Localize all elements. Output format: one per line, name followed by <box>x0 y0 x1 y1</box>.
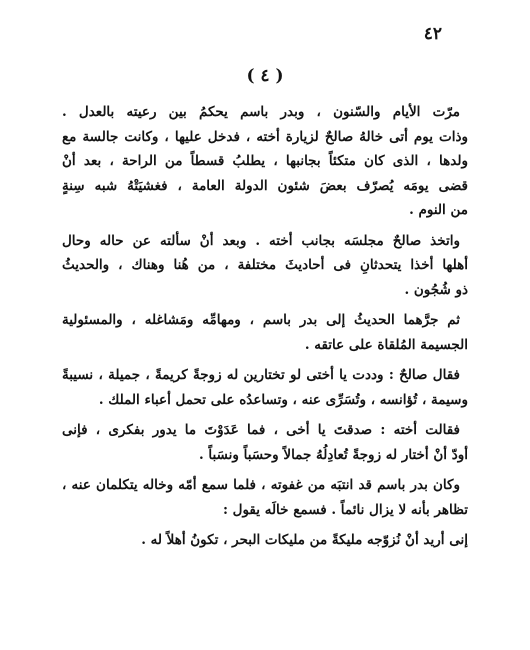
text-line: فقالت أخته : صدقتَ يا أخى ، فما عَدَوْتَ ما يدور بفكرى ، فإنى <box>62 422 460 438</box>
text-line: من النوم . <box>409 202 468 218</box>
paragraph-1 <box>62 100 468 223</box>
text-line: ولدها ، الذى كان متكئاً بجانبها ، يطلبُ قسطاً من الراحة ، بعد أنْ <box>62 153 468 169</box>
text-line: تظاهر بأنه لا يزال نائماً . فسمع خالَه يقول : <box>222 501 468 518</box>
text-line: الجسيمة المُلقاة على عاتقه . <box>304 336 468 353</box>
text-line: إنى أريد أنْ نُزوّجه مليكةً من مليكات البحر ، تكونُ أهلاً له . <box>141 532 468 548</box>
text-line: أهلها أخذا يتحدثانِ فى أحاديثَ مختلفة ، من هُنا وهناك ، والحديثُ <box>62 257 468 273</box>
paragraph-2 <box>62 229 468 303</box>
body-text <box>62 100 468 559</box>
text-line: وسيمة ، تُؤانسه ، وتُسَرِّى عنه ، وتساعدُه على تحمل أعباء الملك . <box>98 391 468 408</box>
text-line: قضى يومَه يُصرّف بعضَ شئون الدولة العامة ، فغشيَتْهُ شبه سِنةٍ <box>62 177 468 194</box>
paragraph-6 <box>62 473 468 522</box>
paragraph-3 <box>62 308 468 357</box>
paragraph-5 <box>62 418 468 467</box>
paragraph-4 <box>62 363 468 412</box>
text-line: ذو شُجُون . <box>404 281 468 298</box>
text-line: وذات يوم أتى خالهُ صالحٌ لزيارة أخته ، فدخل عليها ، وكانت جالسة مع <box>62 128 468 145</box>
paragraph-7 <box>62 528 468 553</box>
text-line: فقال صالحٌ : وددت يا أختى لو تختارين له زوجةً كريمةً ، جميلة ، نسيبةً <box>62 367 460 383</box>
text-line: ثم جرَّهما الحديثُ إلى بدر باسم ، ومهامِّه ومَشاغله ، والمسئولية <box>62 312 460 328</box>
text-line: مرّت الأيام والسّنون ، وبدر باسم يحكمُ بين رعيته بالعدل . <box>62 104 460 120</box>
chapter-heading: ( ٤ ) <box>246 66 284 86</box>
text-line: أودّ أنْ أختار له زوجةً تُعادِلُهُ جمالاً وحسَباً ونسَباً . <box>198 446 468 463</box>
page-number: ٤٢ <box>423 24 442 44</box>
text-line: وكان بدر باسم قد انتبَه من غفوته ، فلما سمع أمّه وخاله يتكلمان عنه ، <box>62 477 460 493</box>
text-line: واتخذ صالحٌ مجلسَه بجانب أخته . وبعد أنْ سألته عن حاله وحال <box>62 232 460 249</box>
